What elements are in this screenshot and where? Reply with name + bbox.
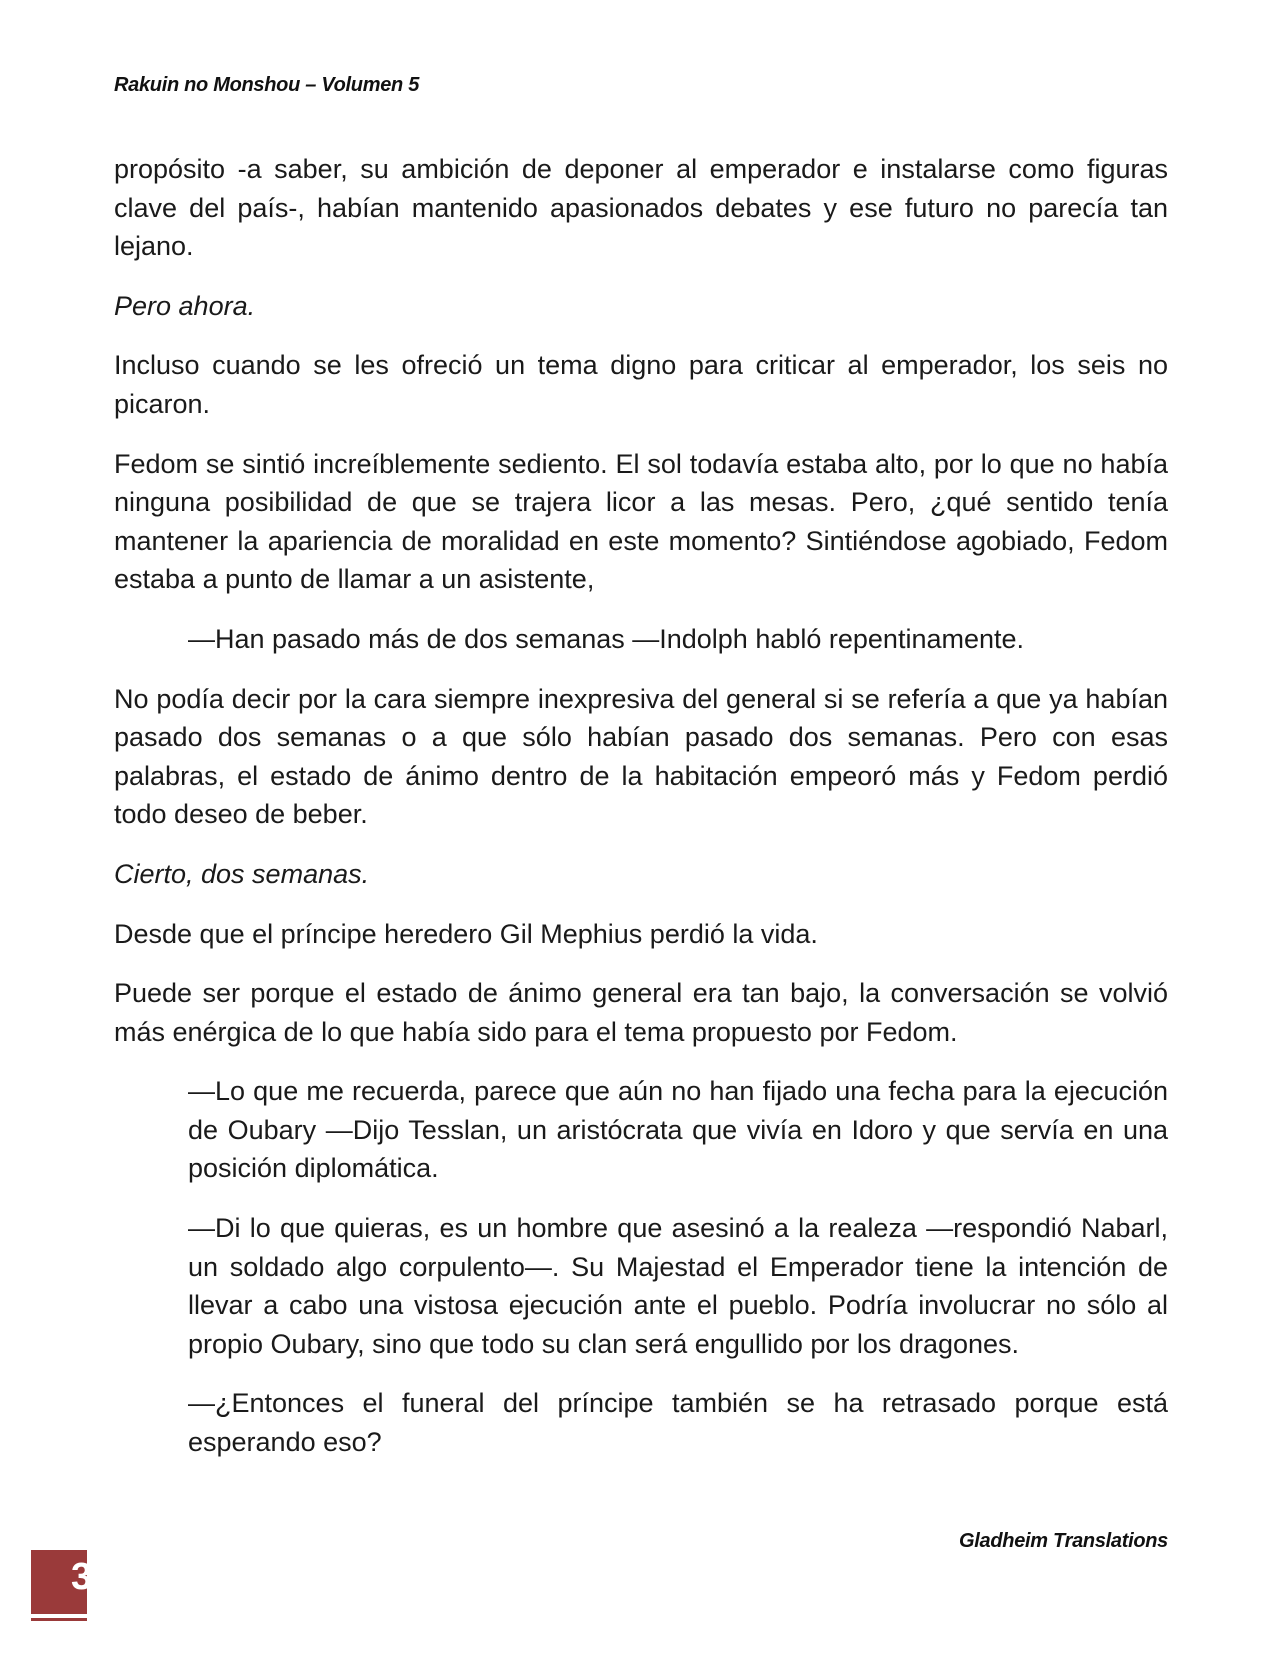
paragraph-italic: Pero ahora. [114,290,256,321]
document-body [114,150,1168,1483]
paragraph: Fedom se sintió increíblemente sediento. El sol todavía estaba alto, por lo que no había ninguna posibilidad de que se trajera licor a las mesas. Pero, ¿qué sentido tenía mantener la apariencia de moralidad en este momento? Sintiéndose agobiado, Fedom estaba a punto de llamar a un asistente, [114,448,1168,595]
footer-credit: Gladheim Translations [959,1530,1168,1552]
paragraph: Desde que el príncipe heredero Gil Mephius perdió la vida. [114,918,818,949]
page-number: 3 [71,1556,93,1598]
paragraph: No podía decir por la cara siempre inexpresiva del general si se refería a que ya habían pasado dos semanas o a que sólo habían pasado dos semanas. Pero con esas palabras, el estado de ánimo dentro de la habitación empeoró más y Fedom perdió todo deseo de beber. [114,683,1168,830]
paragraph: Puede ser porque el estado de ánimo general era tan bajo, la conversación se volvió más enérgica de lo que había sido para el tema propuesto por Fedom. [114,978,1168,1047]
dialogue-paragraph: —Di lo que quieras, es un hombre que asesinó a la realeza —respondió Nabarl, un soldado algo corpulento—. Su Majestad el Emperador tiene la intención de llevar a cabo una vistosa ejecución ante el pueblo. Podría involucrar no sólo al propio Oubary, sino que todo su clan será engullido por los dragones. [188,1213,1168,1359]
paragraph: Incluso cuando se les ofreció un tema digno para criticar al emperador, los seis no picaron. [114,350,1168,419]
dialogue-paragraph: —Lo que me recuerda, parece que aún no han fijado una fecha para la ejecución de Oubary —Dijo Tesslan, un aristócrata que vivía en Idoro y que servía en una posición diplomática. [188,1076,1168,1184]
dialogue-paragraph: —Han pasado más de dos semanas —Indolph habló repentinamente. [188,623,1025,654]
running-header: Rakuin no Monshou – Volumen 5 [114,74,420,96]
paragraph: propósito -a saber, su ambición de deponer al emperador e instalarse como figuras clave del país-, habían mantenido apasionados debates y ese futuro no parecía tan lejano. [114,154,1168,262]
page-number-tab [31,1550,93,1614]
dialogue-paragraph: —¿Entonces el funeral del príncipe también se ha retrasado porque está esperando eso? [188,1388,1168,1458]
paragraph-italic: Cierto, dos semanas. [114,858,370,889]
page-number-underline [31,1618,87,1621]
